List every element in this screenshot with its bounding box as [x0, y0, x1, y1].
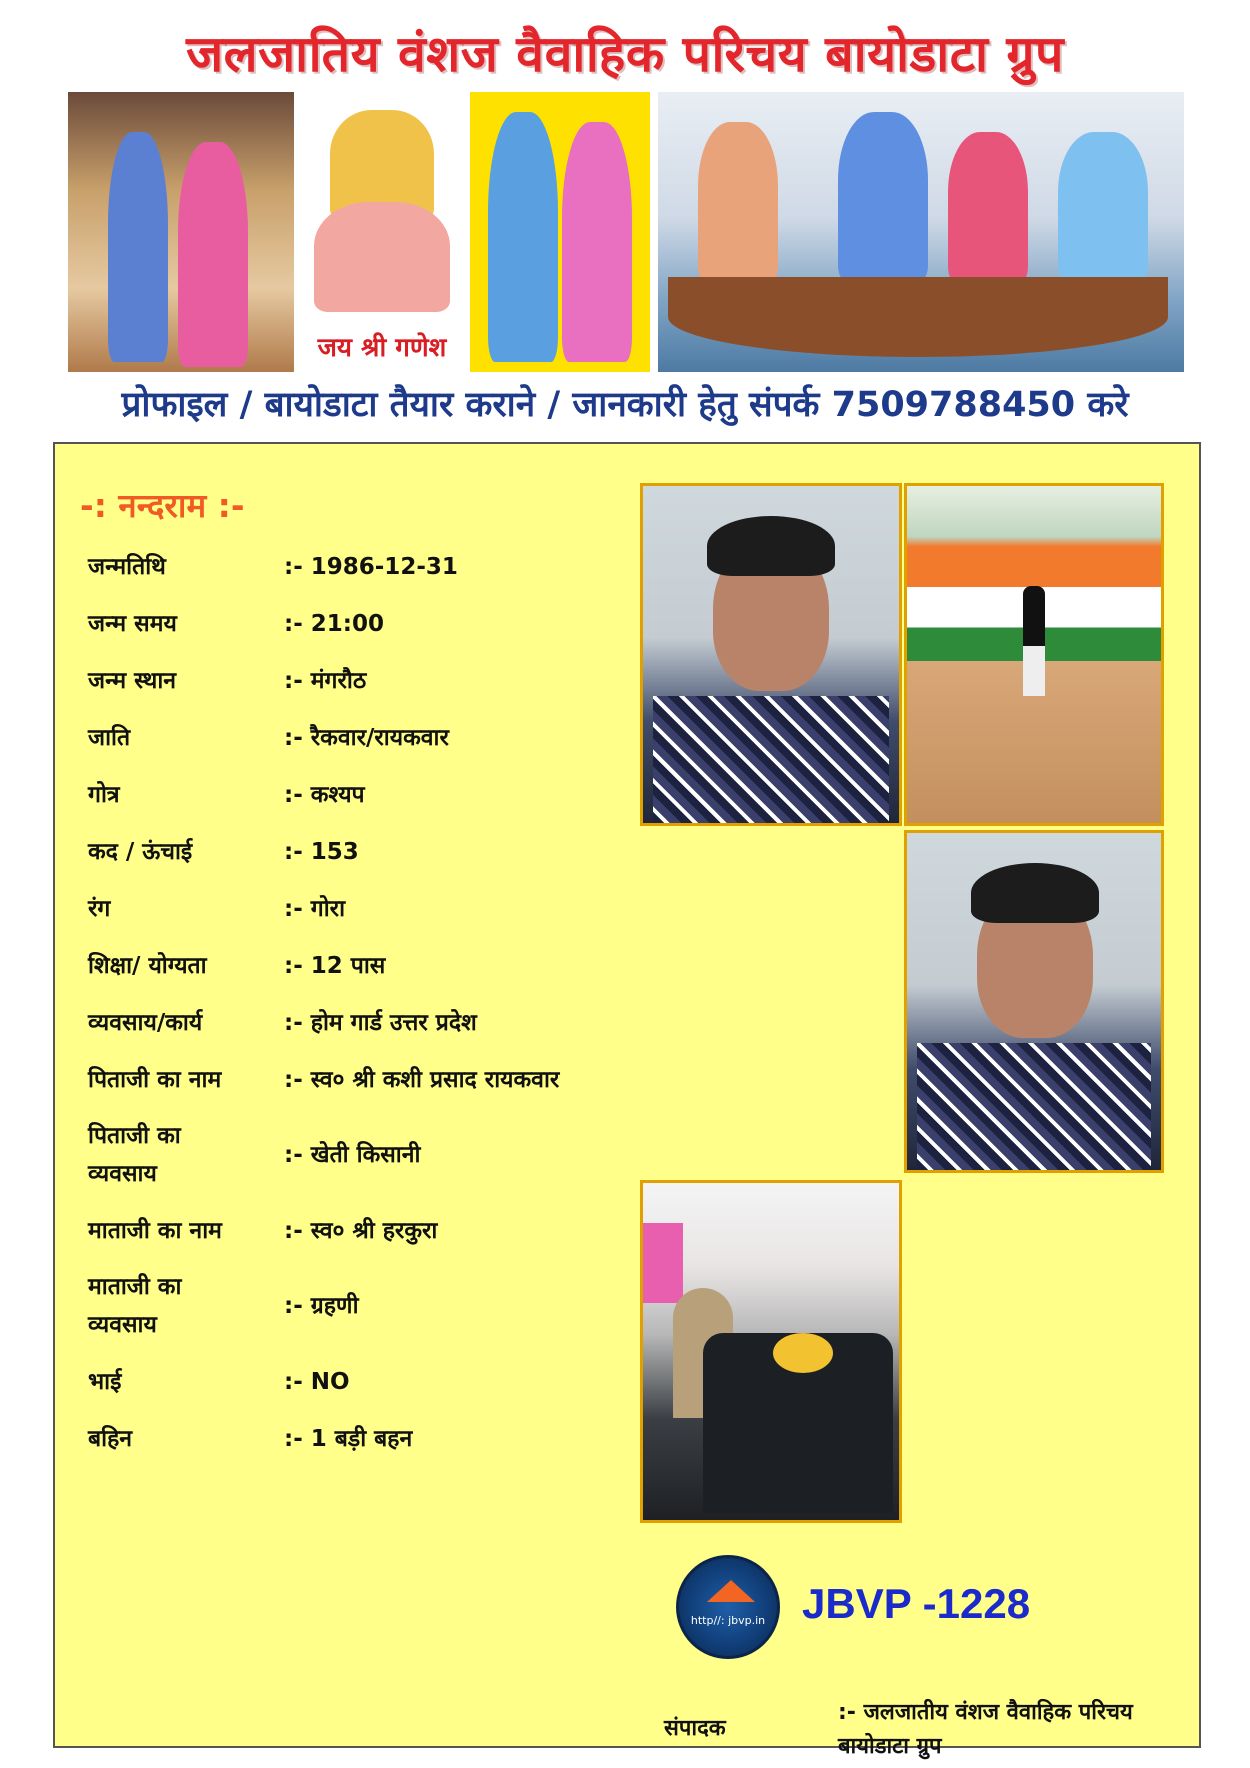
row-brothers	[88, 1363, 648, 1401]
row-father-name	[88, 1061, 648, 1099]
row-complexion	[88, 890, 648, 928]
flag-photo	[904, 483, 1164, 826]
group-logo	[676, 1555, 780, 1659]
row-value: :- गोरा	[284, 896, 346, 922]
row-label: माताजी का व्यवसाय	[88, 1274, 182, 1338]
portrait-photo-2	[904, 830, 1164, 1173]
row-label: रंग	[88, 896, 111, 922]
row-label: गोत्र	[88, 782, 120, 808]
row-value: :- रैकवार/रायकवार	[284, 725, 449, 751]
profile-name: -: नन्दराम :-	[80, 486, 245, 525]
row-value: :- 1 बड़ी बहन	[284, 1426, 413, 1452]
row-height	[88, 833, 648, 871]
row-value: :- NO	[284, 1369, 350, 1395]
logo-website: http//: jbvp.in	[690, 1614, 766, 1627]
row-label: बहिन	[88, 1426, 133, 1452]
row-value: :- 21:00	[284, 611, 384, 637]
row-label: जन्म समय	[88, 611, 177, 637]
contact-line: प्रोफाइल / बायोडाटा तैयार कराने / जानकारी हेतु संपर्क 7509788450 करे	[121, 385, 1129, 425]
row-value: :- ग्रहणी	[284, 1293, 359, 1319]
row-education	[88, 947, 648, 985]
row-label: शिक्षा/ योग्यता	[88, 953, 207, 979]
row-sisters	[88, 1420, 648, 1458]
ganesh-image	[294, 92, 470, 372]
row-label: जाति	[88, 725, 131, 751]
banner-images	[68, 92, 1184, 372]
row-value: :- 12 पास	[284, 953, 386, 979]
row-label: पिताजी का व्यवसाय	[88, 1123, 181, 1187]
header-title: जलजातिय वंशज वैवाहिक परिचय बायोडाटा ग्रुप	[186, 25, 1064, 83]
row-label: भाई	[88, 1369, 122, 1395]
row-label: जन्मतिथि	[88, 554, 166, 580]
row-label: पिताजी का नाम	[88, 1067, 222, 1093]
row-mother-name	[88, 1212, 648, 1250]
row-value: :- कश्यप	[284, 782, 365, 808]
row-occupation	[88, 1004, 648, 1042]
row-label: जन्म स्थान	[88, 668, 177, 694]
row-value: :- मंगरौठ	[284, 668, 367, 694]
vehicle-photo	[640, 1180, 902, 1523]
row-value: :- होम गार्ड उत्तर प्रदेश	[284, 1010, 477, 1036]
group-name: :- जलजातीय वंशज वैवाहिक परिचय बायोडाटा ग्रुप	[838, 1700, 1133, 1759]
row-value: :- 1986-12-31	[284, 554, 458, 580]
ram-sita-wedding-image	[68, 92, 294, 372]
ram-sita-image	[470, 92, 650, 372]
row-mother-occupation	[88, 1268, 648, 1344]
row-label: माताजी का नाम	[88, 1218, 222, 1244]
row-label: कद / ऊंचाई	[88, 839, 193, 865]
editor-label: संपादक	[664, 1716, 726, 1741]
row-value: :- स्व० श्री हरकुरा	[284, 1218, 438, 1244]
row-value: :- स्व० श्री कशी प्रसाद रायकवार	[284, 1067, 560, 1093]
ram-boat-image	[658, 92, 1184, 372]
row-value: :- 153	[284, 839, 359, 865]
row-gotra	[88, 776, 648, 814]
row-birth-place	[88, 662, 648, 700]
row-label: व्यवसाय/कार्य	[88, 1010, 203, 1036]
row-caste	[88, 719, 648, 757]
ganesh-label: जय श्री गणेश	[317, 333, 447, 363]
row-birthdate	[88, 548, 648, 586]
profile-code: JBVP -1228	[802, 1580, 1031, 1627]
row-value: :- खेती किसानी	[284, 1142, 421, 1168]
row-father-occupation	[88, 1117, 648, 1193]
portrait-photo	[640, 483, 902, 826]
row-birth-time	[88, 605, 648, 643]
house-icon	[707, 1580, 755, 1602]
